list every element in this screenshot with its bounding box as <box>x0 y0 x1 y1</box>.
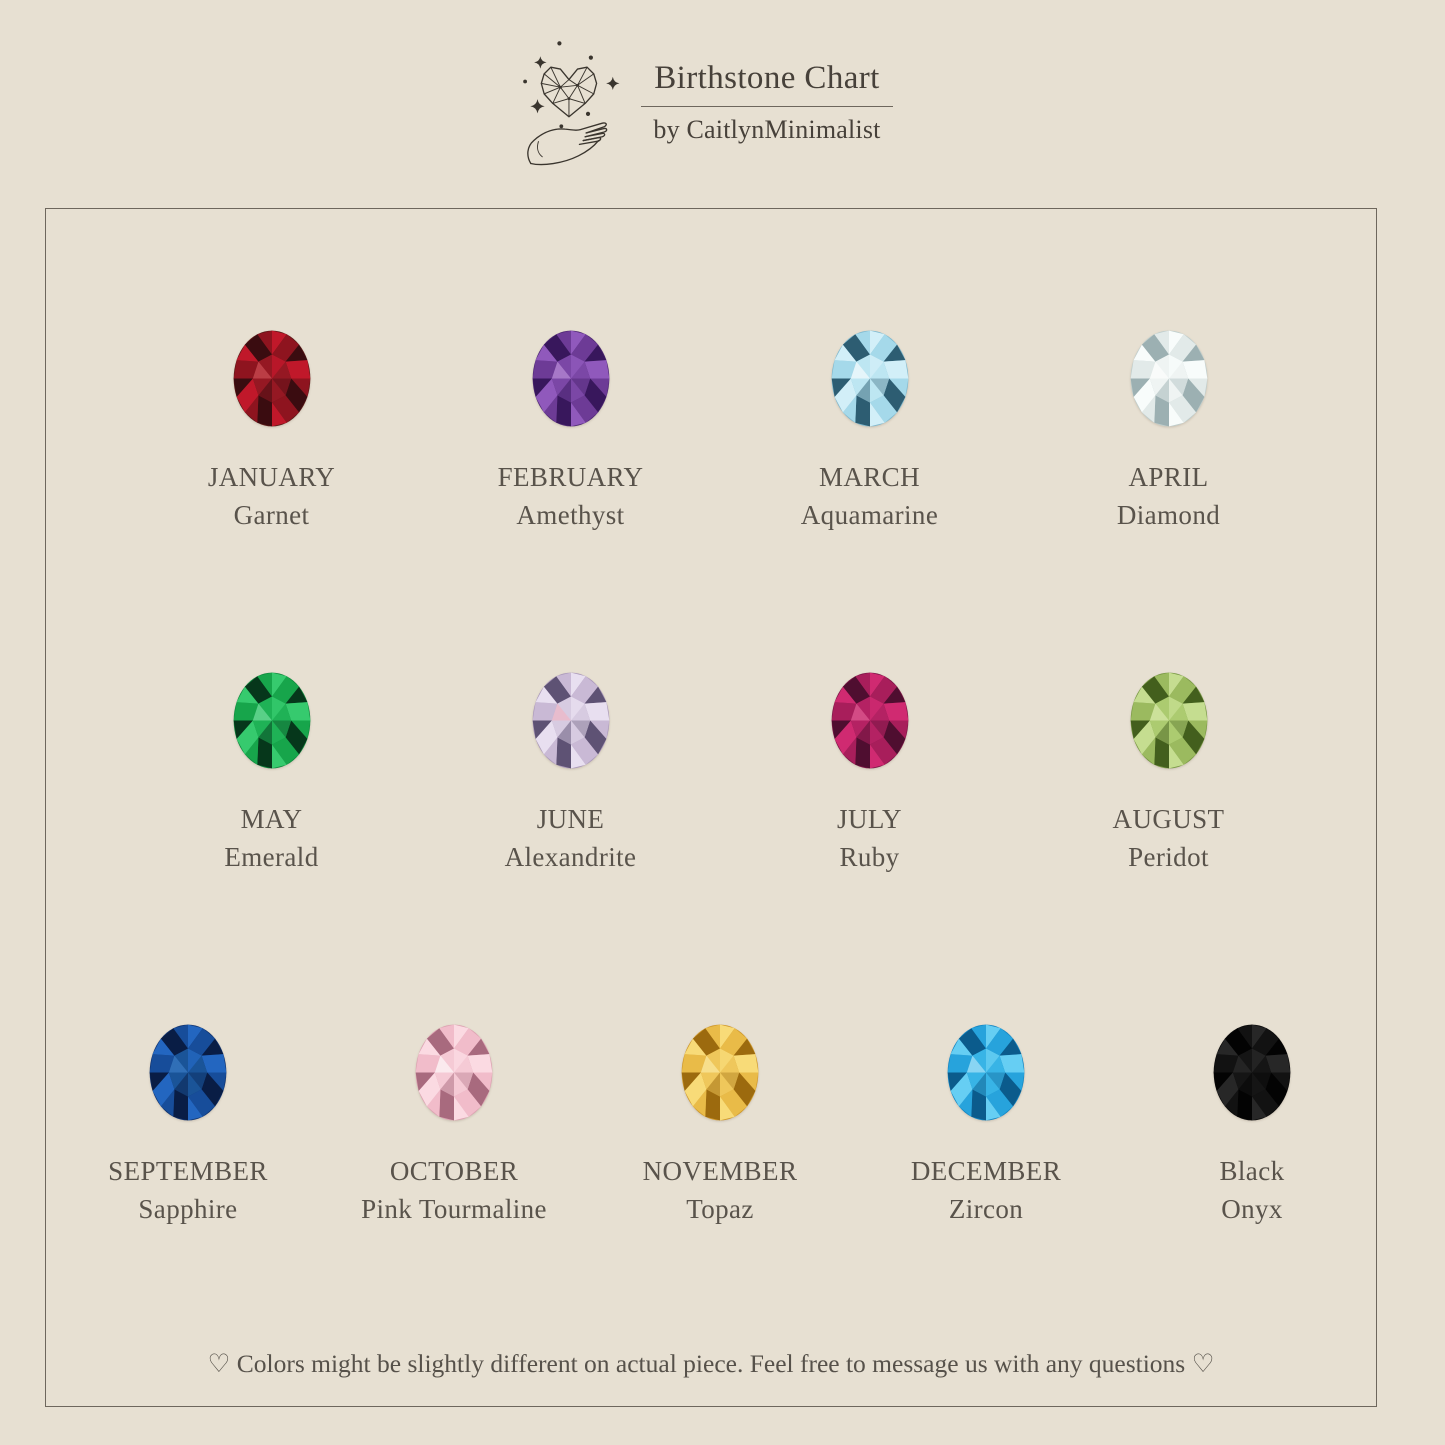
peridot-gem-image <box>1129 671 1209 770</box>
stone-cell-alexandrite <box>421 671 720 876</box>
stone-name-label: Diamond <box>1116 500 1221 530</box>
stone-month-label: MAY <box>240 804 303 834</box>
stone-month-label: DECEMBER <box>910 1156 1062 1186</box>
sapphire-gem-image <box>148 1023 228 1122</box>
stone-label <box>498 458 644 534</box>
amethyst-gem-image <box>531 329 611 428</box>
stone-month-label: AUGUST <box>1112 804 1225 834</box>
stone-name-label: Pink Tourmaline <box>361 1194 547 1224</box>
stone-month-label: SEPTEMBER <box>108 1156 268 1186</box>
stone-label <box>505 800 637 876</box>
stone-month-label: FEBRUARY <box>497 462 644 492</box>
stone-name-label: Ruby <box>839 842 900 872</box>
stone-cell-garnet <box>122 329 421 534</box>
stone-month-label: NOVEMBER <box>642 1156 798 1186</box>
stone-month-label: JANUARY <box>207 462 336 492</box>
stone-name-label: Aquamarine <box>800 500 939 530</box>
stone-cell-amethyst <box>421 329 720 534</box>
stone-name-label: Onyx <box>1221 1194 1283 1224</box>
geometric-heart-icon <box>541 67 596 117</box>
page-subtitle: by CaitlynMinimalist <box>653 115 881 145</box>
stone-cell-aquamarine <box>720 329 1019 534</box>
stone-name-label: Amethyst <box>516 500 625 530</box>
diamond-gem-image <box>1129 329 1209 428</box>
stones-row-1 <box>46 329 1376 534</box>
stone-cell-zircon <box>853 1023 1119 1228</box>
garnet-gem-image <box>232 329 312 428</box>
stone-month-label: MARCH <box>818 462 920 492</box>
open-hand-icon <box>528 123 607 165</box>
chart-board <box>45 208 1377 1407</box>
stone-name-label: Zircon <box>948 1194 1024 1224</box>
stone-cell-diamond <box>1019 329 1318 534</box>
stone-cell-ruby <box>720 671 1019 876</box>
stones-row-3 <box>46 1023 1376 1228</box>
stone-cell-onyx <box>1119 1023 1385 1228</box>
stone-cell-emerald <box>122 671 421 876</box>
stone-cell-topaz <box>587 1023 853 1228</box>
stone-cell-pink-tourmaline <box>321 1023 587 1228</box>
title-divider <box>641 106 893 107</box>
alexandrite-gem-image <box>531 671 611 770</box>
stone-name-label: Garnet <box>233 500 310 530</box>
zircon-gem-image <box>946 1023 1026 1122</box>
ruby-gem-image <box>830 671 910 770</box>
stone-name-label: Alexandrite <box>504 842 637 872</box>
stone-label <box>108 1152 268 1228</box>
pink-tourmaline-gem-image <box>414 1023 494 1122</box>
stone-label <box>1117 458 1220 534</box>
stone-month-label: JULY <box>837 804 902 834</box>
stone-label <box>837 800 902 876</box>
stones-row-2 <box>46 671 1376 876</box>
emerald-gem-image <box>232 671 312 770</box>
footer-note: ♡ Colors might be slightly different on actual piece. Feel free to message us with any questions ♡ <box>207 1349 1215 1378</box>
stone-month-label: OCTOBER <box>389 1156 519 1186</box>
stone-label <box>801 458 938 534</box>
stone-label <box>224 800 318 876</box>
stone-label <box>1113 800 1225 876</box>
topaz-gem-image <box>680 1023 760 1122</box>
aquamarine-gem-image <box>830 329 910 428</box>
stone-cell-peridot <box>1019 671 1318 876</box>
stone-name-label: Topaz <box>686 1194 754 1224</box>
stone-label <box>361 1152 547 1228</box>
stone-month-label: APRIL <box>1128 462 1209 492</box>
onyx-gem-image <box>1212 1023 1292 1122</box>
page-title: Birthstone Chart <box>654 60 880 96</box>
stone-month-label: Black <box>1219 1156 1285 1186</box>
stone-label <box>208 458 335 534</box>
stone-cell-sapphire <box>55 1023 321 1228</box>
stone-month-label: JUNE <box>536 804 605 834</box>
stone-name-label: Emerald <box>224 842 319 872</box>
header <box>616 60 918 145</box>
stone-label <box>1220 1152 1285 1228</box>
heart-in-hand-logo <box>506 30 630 173</box>
stone-label <box>911 1152 1061 1228</box>
stone-name-label: Sapphire <box>138 1194 238 1224</box>
stone-name-label: Peridot <box>1128 842 1209 872</box>
stone-label <box>643 1152 798 1228</box>
